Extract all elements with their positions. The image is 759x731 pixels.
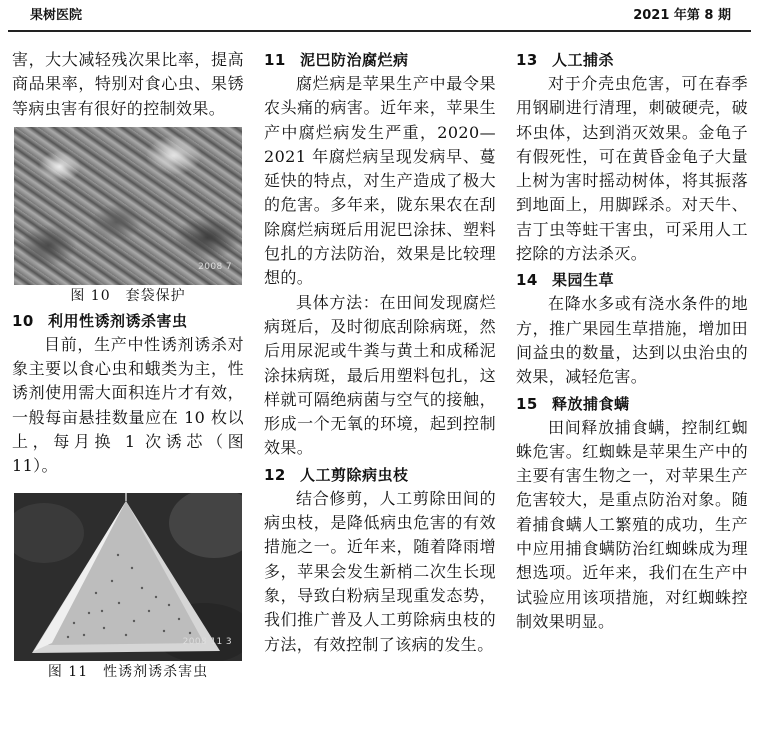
figure-10-image [14,127,242,285]
column-2 [264,48,496,657]
figure-11-date-stamp: 2008 11 3 [182,637,232,648]
page-header [8,4,751,32]
column-1 [12,48,244,683]
section-title: 人工捕杀 [552,51,615,69]
issue-label: 2021 年第 8 期 [633,8,731,23]
column-3 [516,48,748,634]
section-title: 人工剪除病虫枝 [300,465,409,484]
section-number: 15 [516,394,538,413]
section-15-paragraph-1: 田间释放捕食螨，控制红蜘蛛危害。红蜘蛛是苹果生产中的主要有害生物之一，对苹果生产危害较大，是重点防治对象。随着捕食螨人工繁殖的成功，生产中应用捕食螨防治红蜘蛛成为理想选项。近年来，我们在生产中试验应用该项措施，对红蜘蛛控制效果明显。 [516,417,748,631]
section-12-heading [264,463,496,487]
section-number: 13 [516,51,538,69]
section-title: 释放捕食螨 [552,394,630,413]
section-11-heading [264,48,496,72]
section-14-paragraph-1: 在降水多或有浇水条件的地方，推广果园生草措施，增加田间益虫的数量，达到以虫治虫的效果，减轻危害。 [516,294,748,387]
section-13-heading [516,48,748,72]
section-14-heading [516,268,748,292]
section-10-text: 目前，生产中性诱剂诱杀对象主要以食心虫和蛾类为主，性诱剂使用需大面积连片才有效，一般每亩悬挂数量应在 10 枚以上，每月换 1 次诱芯（图 11）。 [12,334,244,476]
section-12-paragraph-1: 结合修剪，人工剪除田间的病虫枝，是降低病虫危害的有效措施之一。近年来，随着降雨增多，苹果会发生新梢二次生长现象，导致白粉病呈现重发态势，我们推广普及人工剪除病虫枝的方法，有效控制了该病的发生。 [264,488,496,654]
journal-section-title: 果树医院 [30,8,83,23]
section-10-heading [12,309,244,333]
figure-10-date-stamp: 2008 7 [198,261,232,272]
section-title: 果园生草 [552,271,615,290]
intro-paragraph: 害，大大减轻残次果比率，提高商品果率，特别对食心虫、果锈等病虫害有很好的控制效果。 [12,50,244,118]
section-11-paragraph-2: 具体方法：在田间发现腐烂病斑后，及时彻底刮除病斑，然后用尿泥或牛粪与黄土和成稀泥涂抹病斑，最后用塑料包扎，这样就可隔绝病菌与空气的接触，形成一个无氧的环境，起到控制效果。 [264,292,496,458]
section-number: 12 [264,465,286,484]
section-15-heading [516,392,748,416]
section-number: 10 [12,311,34,330]
section-number: 11 [264,51,286,69]
section-title: 泥巴防治腐烂病 [300,51,409,69]
figure-10-caption: 图 10 套袋保护 [70,287,186,304]
figure-11-caption: 图 11 性诱剂诱杀害虫 [47,663,209,680]
section-11-paragraph-1: 腐烂病是苹果生产中最令果农头痛的病害。近年来，苹果生产中腐烂病发生严重，2020—2021 年腐烂病呈现发病早、蔓延快的特点，对生产造成了极大的危害。多年来，陇东果农在刮除腐烂病斑后用泥巴涂抹、塑料包扎的方法防治，效果是比较理想的。 [264,74,496,288]
section-number: 14 [516,271,538,290]
section-title: 利用性诱剂诱杀害虫 [48,311,188,330]
section-13-paragraph-1: 对于介壳虫危害，可在春季用钢刷进行清理，刺破硬壳，破坏虫体，达到消灭效果。金龟子有假死性，可在黄昏金龟子大量上树为害时摇动树体，将其振落到地面上，用脚踩杀。对天牛、吉丁虫等蛀干害虫，可采用人工挖除的方法杀灭。 [516,74,748,264]
figure-11-image [14,493,242,661]
